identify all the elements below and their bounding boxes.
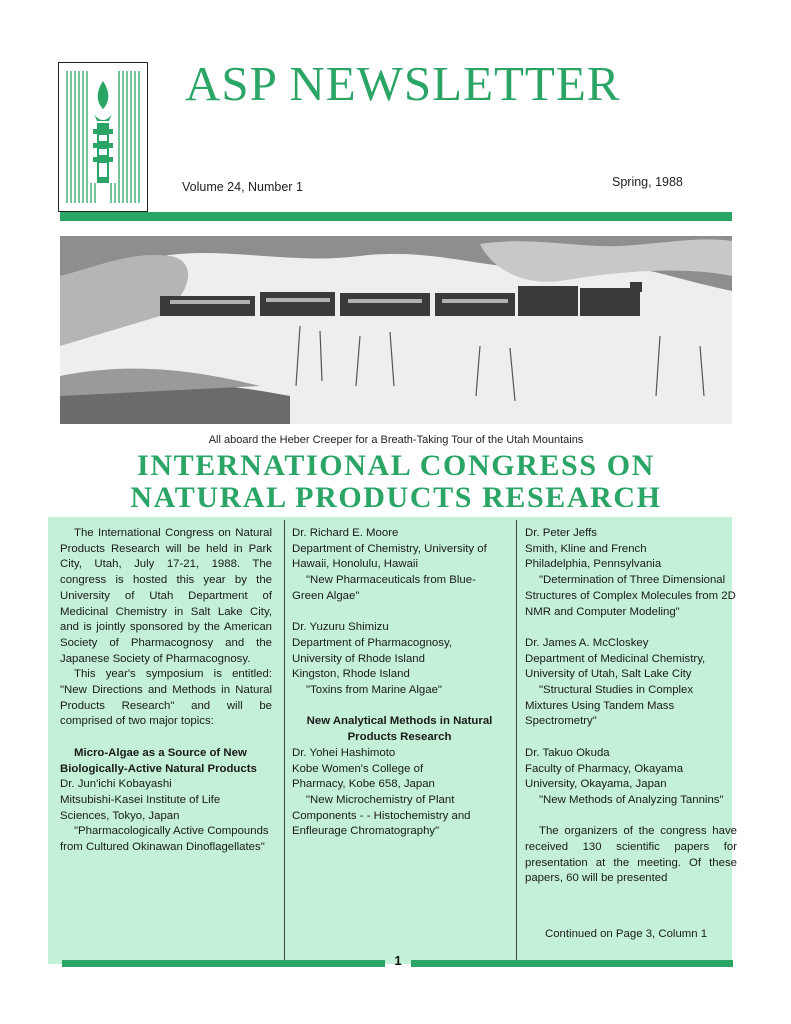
column-divider xyxy=(284,520,285,960)
closing-paragraph: The organizers of the congress have received 130 scientific papers for presentation at the meeting. Of these papers, 60 will be presented xyxy=(525,825,737,885)
speaker-affiliation: Faculty of Pharmacy, Okayama University, Okayama, Japan xyxy=(525,762,684,791)
speaker-name: Dr. Richard E. Moore xyxy=(292,527,399,539)
topic-heading-1b: Biologically-Active Natural Products xyxy=(60,762,257,775)
article-column-2 xyxy=(292,526,507,840)
article-headline xyxy=(60,450,732,514)
speaker-name: Dr. James A. McCloskey xyxy=(525,636,649,649)
speaker-affiliation: Pharmacy, Kobe 658, Japan xyxy=(292,778,435,791)
speaker-affiliation: Kobe Women's College of xyxy=(292,762,424,775)
speaker-affiliation: Philadelphia, Pennsylvania xyxy=(525,558,662,571)
talk-title: "New Microchemistry of Plant Components - - Histochemistry and Enfleurage Chromatography" xyxy=(292,793,471,838)
headline-line-2: NATURAL PRODUCTS RESEARCH xyxy=(130,481,662,514)
symposium-paragraph: This year's symposium is entitled: "New Directions and Methods in Natural Products Research" and will be comprised of two major topics: xyxy=(60,668,272,728)
article-column-3 xyxy=(525,526,737,887)
talk-title: "Determination of Three Dimensional Structures of Complex Molecules from 2D NMR and Computer Modeling" xyxy=(525,574,736,618)
asp-torch-logo-icon xyxy=(59,63,147,211)
speaker-name: Dr. Jun'ichi Kobayashi xyxy=(60,778,172,791)
article-column-1 xyxy=(60,526,272,856)
footer-rule-right xyxy=(411,960,733,967)
talk-title: "New Methods of Analyzing Tannins" xyxy=(539,793,724,806)
column-divider xyxy=(516,520,517,960)
page-number: 1 xyxy=(394,953,402,968)
headline-line-1: INTERNATIONAL CONGRESS ON xyxy=(137,449,655,482)
topic-heading-2b: Products Research xyxy=(347,731,452,744)
speaker-affiliation: Department of Chemistry, University of Hawaii, Honolulu, Hawaii xyxy=(292,542,487,571)
issue-date: Spring, 1988 xyxy=(612,175,683,189)
speaker-affiliation: Kingston, Rhode Island xyxy=(292,668,410,681)
continued-link[interactable]: Continued on Page 3, Column 1 xyxy=(545,928,708,940)
talk-title: "Toxins from Marine Algae" xyxy=(306,684,442,697)
photo-caption: All aboard the Heber Creeper for a Breath-Taking Tour of the Utah Mountains xyxy=(208,434,584,446)
asp-logo xyxy=(58,62,148,212)
speaker-affiliation: University of Rhode Island xyxy=(292,652,425,665)
talk-title: "Pharmacologically Active Compounds from Cultured Okinawan Dinoflagellates" xyxy=(60,825,269,854)
topic-heading-2: New Analytical Methods in Natural xyxy=(306,715,493,728)
speaker-name: Dr. Takuo Okuda xyxy=(525,746,610,759)
speaker-name: Dr. Yohei Hashimoto xyxy=(292,746,396,759)
intro-paragraph: The International Congress on Natural Products Research will be held in Park City, Utah, July 17-21, 1988. The congress is hosted this year by the University of Utah Department of Medicinal Chemistry in Salt Lake City, and is jointly sponsored by the American Society of Pharmacognosy and the Japanese Society of Pharmacognosy. xyxy=(60,527,272,665)
speaker-affiliation: Department of Pharmacognosy, xyxy=(292,636,452,649)
speaker-affiliation: Mitsubishi-Kasei Institute of Life Sciences, Tokyo, Japan xyxy=(60,793,221,822)
newsletter-title: ASP NEWSLETTER xyxy=(185,56,621,111)
speaker-name: Dr. Yuzuru Shimizu xyxy=(292,621,389,634)
speaker-affiliation: Department of Medicinal Chemistry, University of Utah, Salt Lake City xyxy=(525,652,706,681)
train-photo xyxy=(60,236,732,424)
masthead-divider xyxy=(60,212,732,221)
talk-title: "New Pharmaceuticals from Blue-Green Algae" xyxy=(292,574,476,602)
footer-rule-left xyxy=(62,960,385,967)
speaker-affiliation: Smith, Kline and French xyxy=(525,542,647,555)
talk-title: "Structural Studies in Complex Mixtures Using Tandem Mass Spectrometry" xyxy=(525,684,694,728)
topic-heading-1: Micro-Algae as a Source of New xyxy=(74,746,247,759)
volume-number: Volume 24, Number 1 xyxy=(182,180,303,194)
speaker-name: Dr. Peter Jeffs xyxy=(525,527,597,539)
